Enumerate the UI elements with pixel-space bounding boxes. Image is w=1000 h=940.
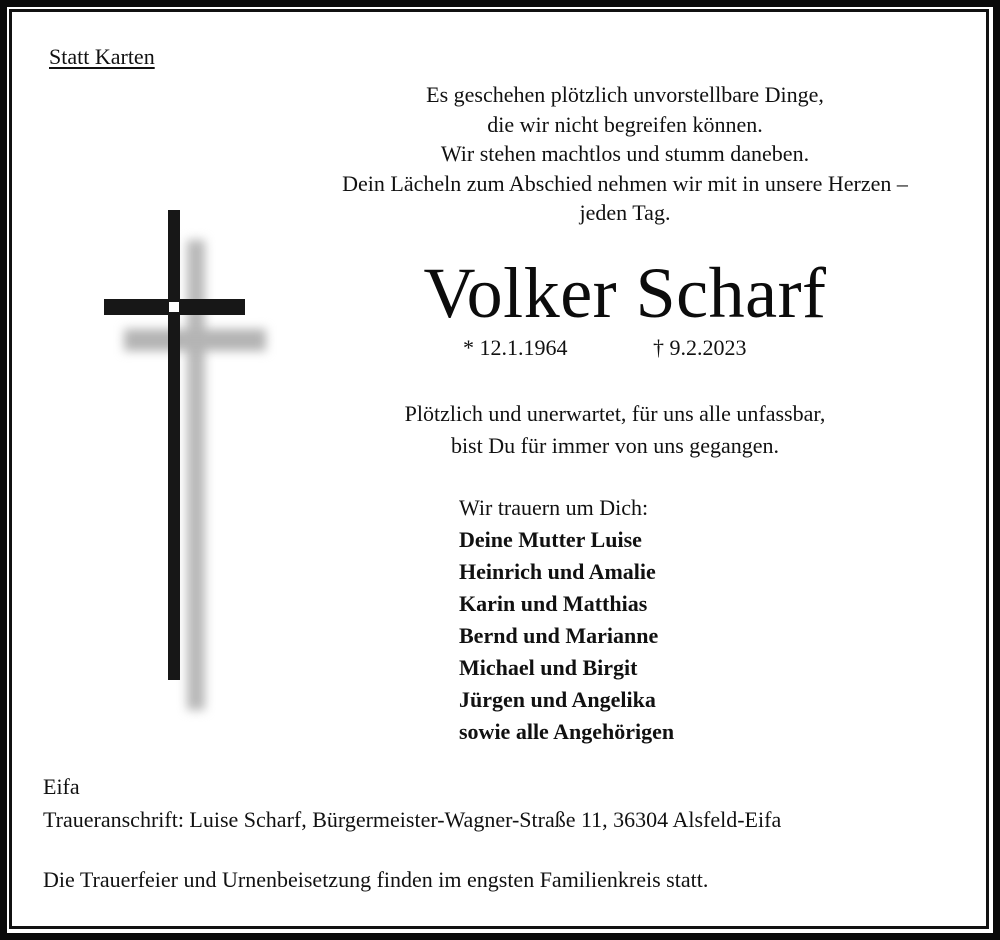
death-date: † 9.2.2023	[653, 335, 747, 360]
mourner-entry: Deine Mutter Luise	[459, 527, 642, 552]
address-block	[43, 770, 781, 836]
mourner-entry: Heinrich und Amalie	[459, 559, 656, 584]
poem-line: die wir nicht begreifen können.	[487, 111, 763, 137]
mourner-entry: sowie alle Angehörigen	[459, 719, 675, 744]
deceased-name: Volker Scharf	[423, 253, 827, 333]
mourners-intro: Wir trauern um Dich:	[459, 495, 649, 520]
message-line: bist Du für immer von uns gegangen.	[450, 433, 780, 458]
cross-center-gap	[169, 302, 179, 312]
statt-karten-label: Statt Karten	[49, 44, 155, 69]
mourner-entry: Karin und Matthias	[459, 591, 648, 616]
funeral-note: Die Trauerfeier und Urnenbeisetzung finden im engsten Familienkreis statt.	[43, 867, 709, 892]
poem-line: jeden Tag.	[579, 200, 671, 225]
birth-date: * 12.1.1964	[463, 335, 568, 360]
mourner-entry: Michael und Birgit	[459, 655, 638, 680]
mourning-address: Traueranschrift: Luise Scharf, Bürgermeister-Wagner-Straße 11, 36304 Alsfeld-Eifa	[43, 807, 782, 832]
mourners-list	[459, 492, 674, 748]
poem-line: Es geschehen plötzlich unvorstellbare Dinge,	[426, 82, 824, 107]
condolence-message	[260, 398, 970, 462]
poem	[260, 80, 990, 228]
mourner-entry: Jürgen und Angelika	[459, 687, 656, 712]
place-name: Eifa	[43, 774, 80, 799]
poem-line: Dein Lächeln zum Abschied nehmen wir mit in unsere Herzen –	[342, 170, 908, 196]
cross-shadow-horizontal	[124, 329, 266, 351]
mourner-entry: Bernd und Marianne	[459, 623, 659, 648]
poem-line: Wir stehen machtlos und stumm daneben.	[440, 141, 810, 166]
cross-vertical-bar	[168, 210, 180, 680]
message-line: Plötzlich und unerwartet, für uns alle unfassbar,	[404, 401, 826, 426]
